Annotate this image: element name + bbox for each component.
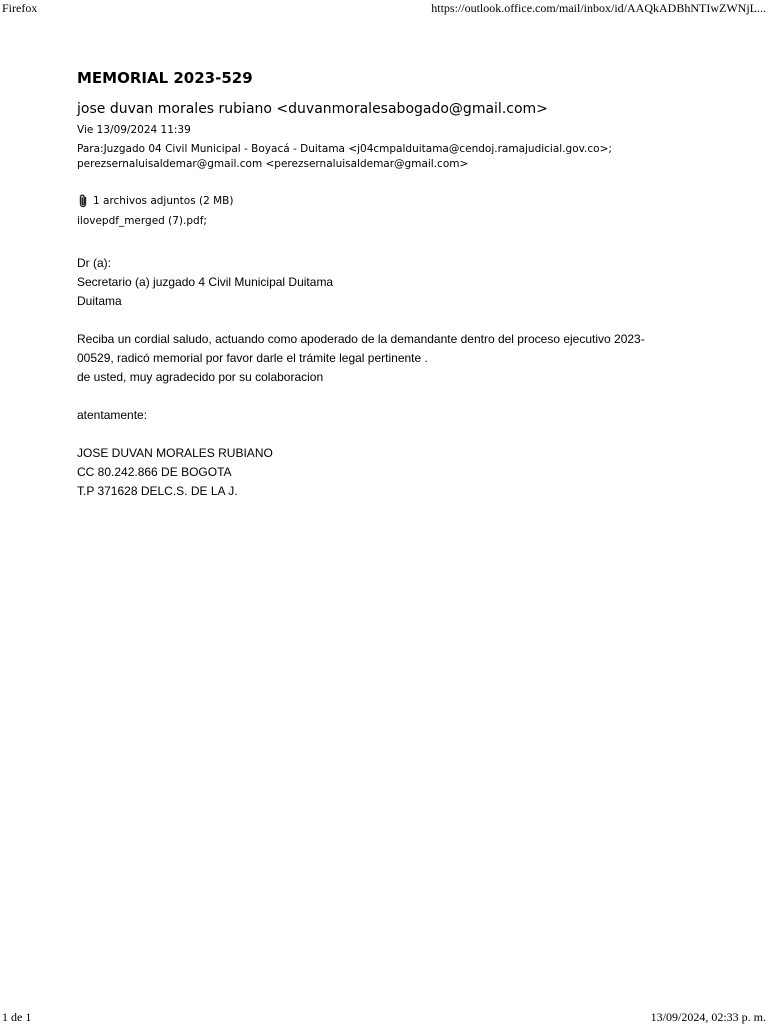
paperclip-icon xyxy=(77,194,89,208)
attachments-count: 1 archivos adjuntos (2 MB) xyxy=(93,195,234,207)
salutation-line: Dr (a): xyxy=(77,256,111,270)
body-line: de usted, muy agradecido por su colaboracion xyxy=(77,370,324,384)
attachment-file[interactable]: ilovepdf_merged (7).pdf; xyxy=(77,215,207,227)
recipient-line-2: perezsernaluisaldemar@gmail.com <perezsernaluisaldemar@gmail.com> xyxy=(77,158,469,170)
body-line: Reciba un cordial saludo, actuando como apoderado de la demandante dentro del proceso ejecutivo 2023- xyxy=(77,332,645,346)
email-date: Vie 13/09/2024 11:39 xyxy=(77,124,191,136)
body-line: 00529, radicó memorial por favor darle el trámite legal pertinente . xyxy=(77,351,428,365)
print-timestamp: 13/09/2024, 02:33 p. m. xyxy=(650,1010,766,1024)
signature-name: JOSE DUVAN MORALES RUBIANO xyxy=(77,446,273,460)
recipient-line-1: Para:Juzgado 04 Civil Municipal - Boyacá - Duitama <j04cmpalduitama@cendoj.ramajudicial.gov.co>; xyxy=(77,143,612,155)
print-header xyxy=(0,1,768,17)
email-sender: jose duvan morales rubiano <duvanmoralesabogado@gmail.com> xyxy=(77,101,548,117)
closing-line: atentamente: xyxy=(77,408,148,422)
browser-name: Firefox xyxy=(2,1,38,15)
email-body xyxy=(77,254,717,501)
salutation-line: Secretario (a) juzgado 4 Civil Municipal Duitama xyxy=(77,275,334,289)
salutation-line: Duitama xyxy=(77,294,122,308)
email-recipients xyxy=(77,142,717,172)
page-url: https://outlook.office.com/mail/inbox/id/AAQkADBhNTIwZWNjL... xyxy=(431,1,766,15)
signature-id: CC 80.242.866 DE BOGOTA xyxy=(77,465,232,479)
email-subject: MEMORIAL 2023-529 xyxy=(77,69,253,87)
email-message xyxy=(77,67,717,501)
page-count: 1 de 1 xyxy=(2,1010,32,1024)
signature-license: T.P 371628 DELC.S. DE LA J. xyxy=(77,484,238,498)
attachments-summary xyxy=(77,193,717,209)
